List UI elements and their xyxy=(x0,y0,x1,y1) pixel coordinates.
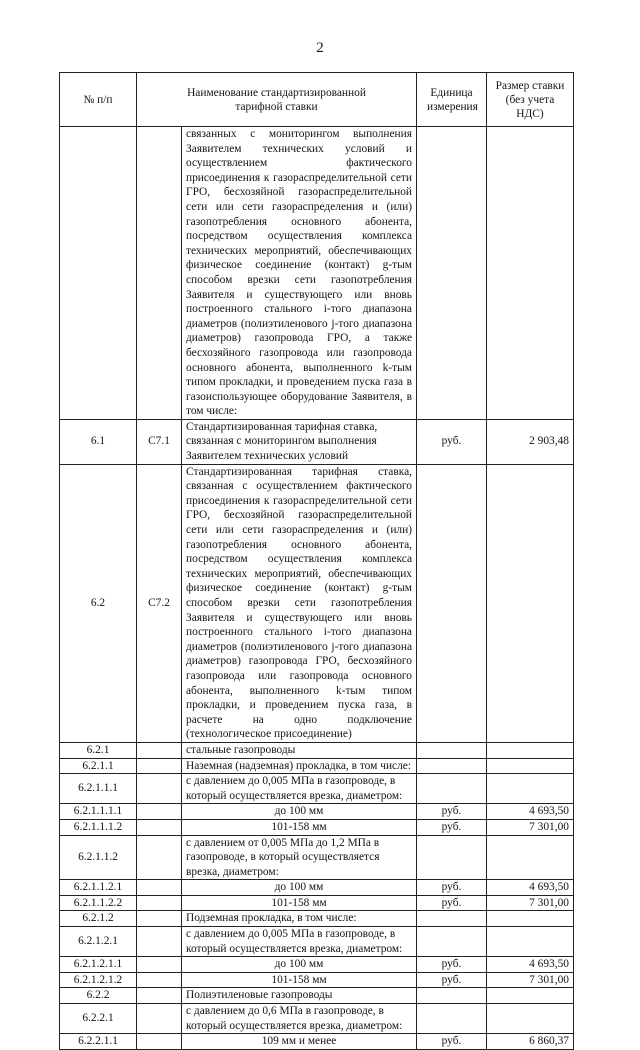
row-rate: 7 301,00 xyxy=(487,972,574,988)
row-number: 6.2.1.2 xyxy=(60,911,137,927)
row-rate xyxy=(487,927,574,957)
row-rate: 4 693,50 xyxy=(487,804,574,820)
row-unit: руб. xyxy=(417,895,487,911)
row-unit xyxy=(417,774,487,804)
row-unit: руб. xyxy=(417,1034,487,1050)
row-number: 6.2.1.2.1 xyxy=(60,927,137,957)
row-rate: 4 693,50 xyxy=(487,957,574,973)
row-code: С7.2 xyxy=(137,464,182,742)
table-row xyxy=(60,927,574,957)
row-number: 6.2.1.1.2 xyxy=(60,835,137,880)
row-rate xyxy=(487,742,574,758)
row-number: 6.2.1.1.1 xyxy=(60,774,137,804)
table-row xyxy=(60,911,574,927)
row-name: 101-158 мм xyxy=(182,972,417,988)
table-row xyxy=(60,1034,574,1050)
header-unit: Единица измерения xyxy=(417,73,487,127)
row-code: С7.1 xyxy=(137,419,182,464)
row-number: 6.2.2.1 xyxy=(60,1004,137,1034)
row-number: 6.2.1.1.2.1 xyxy=(60,880,137,896)
row-code xyxy=(137,927,182,957)
row-rate: 7 301,00 xyxy=(487,819,574,835)
row-code xyxy=(137,972,182,988)
row-unit: руб. xyxy=(417,419,487,464)
row-number: 6.2.2 xyxy=(60,988,137,1004)
row-name: 101-158 мм xyxy=(182,895,417,911)
row-code xyxy=(137,835,182,880)
table-row xyxy=(60,835,574,880)
row-rate xyxy=(487,127,574,420)
row-code xyxy=(137,758,182,774)
row-rate: 6 860,37 xyxy=(487,1034,574,1050)
row-name: с давлением до 0,005 МПа в газопроводе, в который осуществляется врезка, диаметром: xyxy=(182,774,417,804)
row-rate: 4 693,50 xyxy=(487,880,574,896)
table-row xyxy=(60,988,574,1004)
row-number: 6.2.2.1.1 xyxy=(60,1034,137,1050)
row-code xyxy=(137,895,182,911)
header-name: Наименование стандартизированной тарифной ставки xyxy=(137,73,417,127)
row-name: 109 мм и менее xyxy=(182,1034,417,1050)
row-unit: руб. xyxy=(417,804,487,820)
row-code xyxy=(137,127,182,420)
row-unit xyxy=(417,1004,487,1034)
row-code xyxy=(137,1034,182,1050)
row-name: до 100 мм xyxy=(182,880,417,896)
row-rate xyxy=(487,835,574,880)
row-name: с давлением до 0,005 МПа в газопроводе, в который осуществляется врезка, диаметром: xyxy=(182,927,417,957)
row-rate xyxy=(487,1004,574,1034)
row-unit xyxy=(417,127,487,420)
header-number: № п/п xyxy=(60,73,137,127)
row-unit: руб. xyxy=(417,957,487,973)
row-name: Полиэтиленовые газопроводы xyxy=(182,988,417,1004)
table-row xyxy=(60,758,574,774)
row-rate xyxy=(487,911,574,927)
row-name: стальные газопроводы xyxy=(182,742,417,758)
row-number: 6.2.1 xyxy=(60,742,137,758)
row-name: связанных с мониторингом выполнения Заявителем технических условий и осуществлением фактического присоединения к газораспределительной сети ГРО, бесхозяйной газораспределительной сети или сети газораспределения и (или) газопотребления основного абонента, посредством осуществления комплекса технических мероприятий, обеспечивающих физическое соединение (контакт) g-тым способом врезки сети газопотребления Заявителя и существующего или вновь построенного стального i-того диапазона диаметров (полиэтиленового j-того диапазона диаметров) газопровода ГРО, а также бесхозяйного газопровода или газопровода основного абонента, выполненного k-тым типом прокладки, и проведением пуска газа в газоиспользующее оборудование Заявителя, в том числе: xyxy=(182,127,417,420)
row-unit xyxy=(417,758,487,774)
table-row xyxy=(60,464,574,742)
table-row xyxy=(60,804,574,820)
table-row xyxy=(60,957,574,973)
row-unit xyxy=(417,464,487,742)
row-rate xyxy=(487,774,574,804)
row-number: 6.2.1.2.1.1 xyxy=(60,957,137,973)
row-code xyxy=(137,742,182,758)
row-code xyxy=(137,880,182,896)
row-unit: руб. xyxy=(417,819,487,835)
row-number: 6.2.1.1 xyxy=(60,758,137,774)
row-number: 6.2.1.2.1.2 xyxy=(60,972,137,988)
table-row xyxy=(60,1004,574,1034)
row-name: Наземная (надземная) прокладка, в том числе: xyxy=(182,758,417,774)
row-number: 6.2.1.1.1.2 xyxy=(60,819,137,835)
row-unit xyxy=(417,835,487,880)
table-row xyxy=(60,774,574,804)
table-row xyxy=(60,819,574,835)
row-number: 6.2.1.1.2.2 xyxy=(60,895,137,911)
row-code xyxy=(137,1004,182,1034)
row-code xyxy=(137,819,182,835)
row-unit xyxy=(417,911,487,927)
table-header-row xyxy=(60,73,574,127)
row-name: до 100 мм xyxy=(182,804,417,820)
row-name: с давлением от 0,005 МПа до 1,2 МПа в газопроводе, в который осуществляется врезка, диаметром: xyxy=(182,835,417,880)
row-code xyxy=(137,804,182,820)
row-rate xyxy=(487,464,574,742)
row-number: 6.2.1.1.1.1 xyxy=(60,804,137,820)
row-name: Стандартизированная тарифная ставка, связанная с осуществлением фактического присоединения к газораспределительной сети ГРО, бесхозяйной газораспределительной сети или сети газораспределения и (или) газопотребления основного абонента, посредством осуществления комплекса технических мероприятий, обеспечивающих физическое соединение (контакт) g-тым способом врезки сети газопотребления Заявителя и существующего или вновь построенного стального i-того диапазона диаметров (полиэтиленового j-того диапазона диаметров) газопровода ГРО, бесхозяйного газопровода или газопровода основного абонента, выполненного k-тым типом прокладки, и проведением пуска газа, в расчете на одно подключение (технологическое присоединение) xyxy=(182,464,417,742)
row-rate: 7 301,00 xyxy=(487,895,574,911)
table-row xyxy=(60,895,574,911)
row-rate xyxy=(487,758,574,774)
row-code xyxy=(137,988,182,1004)
row-name: Стандартизированная тарифная ставка, связанная с мониторингом выполнения Заявителем технических условий xyxy=(182,419,417,464)
tariff-table xyxy=(59,72,574,1050)
row-number xyxy=(60,127,137,420)
row-unit xyxy=(417,742,487,758)
row-name: 101-158 мм xyxy=(182,819,417,835)
row-unit xyxy=(417,927,487,957)
row-code xyxy=(137,957,182,973)
row-number: 6.2 xyxy=(60,464,137,742)
table-row xyxy=(60,419,574,464)
row-unit xyxy=(417,988,487,1004)
table-row xyxy=(60,742,574,758)
row-number: 6.1 xyxy=(60,419,137,464)
row-code xyxy=(137,911,182,927)
table-row xyxy=(60,972,574,988)
row-code xyxy=(137,774,182,804)
row-name: до 100 мм xyxy=(182,957,417,973)
table-row xyxy=(60,880,574,896)
table-row xyxy=(60,127,574,420)
row-name: Подземная прокладка, в том числе: xyxy=(182,911,417,927)
row-unit: руб. xyxy=(417,880,487,896)
row-rate xyxy=(487,988,574,1004)
page-number: 2 xyxy=(316,40,324,56)
row-rate: 2 903,48 xyxy=(487,419,574,464)
header-rate: Размер ставки (без учета НДС) xyxy=(487,73,574,127)
row-name: с давлением до 0,6 МПа в газопроводе, в который осуществляется врезка, диаметром: xyxy=(182,1004,417,1034)
row-unit: руб. xyxy=(417,972,487,988)
